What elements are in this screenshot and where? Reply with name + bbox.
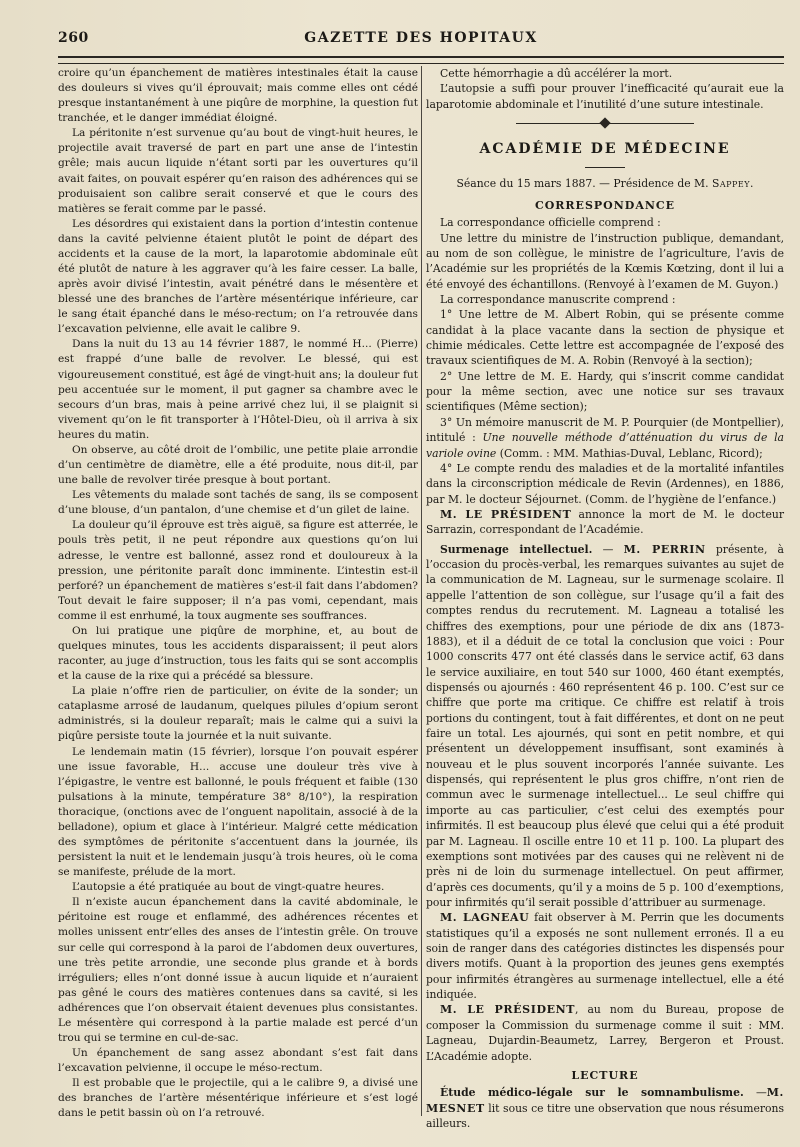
running-title: GAZETTE DES HOPITAUX xyxy=(304,30,538,46)
paragraph: Cette hémorrhagie a dû accélérer la mort. xyxy=(440,67,673,80)
paragraph: 1° Une lettre de M. Albert Robin, qui se présente comme candidat à la place vacante dans la section de physique et chimie médicales. Cette lettre est accompagnée de l’exposé des travaux scientifiques de M. A. Robin (Renvoyé à la section); xyxy=(426,308,784,368)
president2-text: , au nom du Bureau, propose de composer la Commission du surmenage comme il suit : MM. Lagneau, Dujardin-Beaumetz, Larrey, Bergeron et Proust. L’Académie adopte. xyxy=(426,1003,784,1063)
paragraph xyxy=(426,415,784,461)
paragraph xyxy=(426,1002,784,1063)
correspondance-title: CORRESPONDANCE xyxy=(534,198,676,212)
perrin-text: présente, à l’occasion du procès-verbal, les remarques suivantes au sujet de la communication de M. Lagneau, sur le surmenage scolaire. Il appelle l’attention de son collègue, sur l’usage qu’il a fait des comptes rendus du recrutement. M. Lagneau a totalisé les chiffres des exemptions, pour une période de dix ans (1873-1883), et il a déduit de ce total la conclusion que voici : Pour 1000 conscrits 477 ont été classés dans le service actif, 63 dans le service auxiliaire, en tout 540 sur 1000, 460 étant exemptés, dispensés ou ajournés : 460 représentent 46 p. 100. C’est sur ce chiffre que porte ma critique. Ce chiffre est relatif à trois portions du contingent, tout à fait différentes, et dont on ne peut faire un total. Les ajournés, qui sont en petit nombre, et qui présentent un développement insuffisant, sont examinés à nouveau et le plus souvent incorporés l’année suivante. Les dispensés, qui représentent le plus gros chiffre, n’ont rien de commun avec le surmenage intellectuel... Le seul chiffre qui importe au cas particulier, c’est celui des exemptés pour infirmités. Il est beaucoup plus élevé que celui qui a été produit par M. Lagneau. Il oscille entre 10 et 11 p. 100. La plupart des exemptions sont motivées par des causes qui ne relèvent ni de près ni de loin du surmenage intellectuel. On peut affirmer, d’après ces documents, qu’il y a moins de 5 p. 100 d’exemptions, pour infirmités qu’il serait possible d’attribuer au surmenage. xyxy=(426,542,784,909)
item3-title: Une nouvelle méthode d’atténuation du virus de la variole ovine xyxy=(426,431,784,460)
paragraph: Le lendemain matin (15 février), lorsque l’on pouvait espérer une issue favorable, H... accuse une douleur très vive à l’épigastre, le ventre est ballonné, le pouls fréquent et faible (130 pulsations à la minute, température 38° 8/10°), la respiration thoracique, (onctions avec de l’onguent napolitain, associé à de la belladone), opium et glace à l’intérieur. Malgré cette médication des symptômes de péritonite s’accentuent dans la journée, ils persistent la nuit et le lendemain jusqu’à trois heures, où le coma se manifeste, prélude de la mort. xyxy=(58,745,418,879)
ornament-diamond xyxy=(599,117,610,128)
speaker-mesnet: M. MESNET xyxy=(426,1086,784,1115)
paragraph xyxy=(426,910,784,1002)
paragraph xyxy=(426,1085,784,1131)
etude-text: lit sous ce titre une observation que nous résumerons ailleurs. xyxy=(426,1101,784,1130)
speaker-lagneau: M. LAGNEAU xyxy=(440,911,530,925)
surmenage-title: Surmenage intellectuel. xyxy=(440,542,593,556)
session-president: Sappey xyxy=(711,177,751,191)
column-divider xyxy=(421,66,422,1116)
speaker-president: M. LE PRÉSIDENT xyxy=(440,507,572,521)
paragraph: Les vêtements du malade sont tachés de sang, ils se composent d’une blouse, d’un pantalon, d’une chemise et d’un gilet de laine. xyxy=(58,489,418,517)
paragraph: La correspondance officielle comprend : xyxy=(440,216,661,230)
president-text: annonce la mort de M. le docteur Sarrazin, correspondant de l’Académie. xyxy=(426,507,784,537)
paragraph: 4° Le compte rendu des maladies et de la mortalité infantiles dans la circonscription médicale de Revin (Ardennes), en 1886, par M. le docteur Séjournet. (Comm. de l’hygiène de l’enfance.) xyxy=(426,461,784,506)
paragraph: Il n’existe aucun épanchement dans la cavité abdominale, le péritoine est rouge et enflammé, des adhérences récentes et molles unissent entr’elles des anses de l’intestin grêle. On trouve sur celle qui correspond à la paroi de l’abdomen deux ouvertures, une très petite arrondie, une seconde plus grande et à bords irréguliers; elles n’ont donné issue à aucun liquide et n’auraient pas gêné le cours des matières contenues dans sa cavité, si les adhérences que l’on observait étaient devenues plus consistantes. Le mésentère qui correspond à la partie malade est percé d’un trou qui se termine en cul-de-sac. xyxy=(58,896,418,1044)
paragraph xyxy=(426,542,784,911)
speaker-president-2: M. LE PRÉSIDENT xyxy=(440,1003,576,1017)
header-rule xyxy=(58,56,784,64)
session-prefix: Séance du 15 mars 1887. — Présidence de M. xyxy=(456,177,712,191)
ornament-divider xyxy=(426,118,784,130)
paragraph: Une lettre du ministre de l’instruction publique, demandant, au nom de son collègue, le ministre de l’agriculture, l’avis de l’Académie sur les propriétés de la Kœmis Kœtzing, dont il lui a été envoyé des échantillons. (Renvoyé à l’examen de M. Guyon.) xyxy=(426,231,784,291)
etude-title: Étude médico-légale sur le somnambulisme. xyxy=(440,1086,744,1100)
section-title: ACADÉMIE DE MÉDECINE xyxy=(479,141,731,158)
item3-suffix: (Comm. : MM. Mathias-Duval, Leblanc, Ricord); xyxy=(496,446,763,460)
paragraph: On observe, au côté droit de l’ombilic, une petite plaie arrondie d’un centimètre de diamètre, elle a été produite, nous dit-il, par une balle de revolver tirée presque à bout portant. xyxy=(58,443,418,487)
surmenage-dash: — xyxy=(592,542,624,556)
right-column xyxy=(426,66,784,1131)
paragraph: La péritonite n’est survenue qu’au bout de vingt-huit heures, le projectile avait traversé de part en part une anse de l’intestin grêle; mais aucun liquide n’étant sorti par les ouvertures qu’il avait faites, on pouvait espérer qu’en raison des adhérences qui se produisaient son calibre serait conservé et que le cours des matières se ferait comme par le passé. xyxy=(58,127,418,215)
session-suffix: . xyxy=(750,177,754,191)
paragraph xyxy=(426,507,784,538)
short-rule xyxy=(585,167,625,168)
paragraph: L’autopsie a été pratiquée au bout de vingt-quatre heures. xyxy=(72,881,385,894)
paragraph: 2° Une lettre de M. E. Hardy, qui s’inscrit comme candidat pour la même section, avec une notice sur ses travaux scientifiques (Même section); xyxy=(426,369,784,414)
paragraph: Les désordres qui existaient dans la portion d’intestin contenue dans la cavité pelvienne étaient plutôt le point de départ des accidents et la cause de la mort, la laparotomie abdominale eût été plutôt de nature à les aggraver qu’à les faire cesser. La balle, après avoir divisé l’intestin, avait pénétré dans le mésentère et blessé une des branches de l’artère mésentérique inférieure, car le sang était épanché dans le méso-rectum; on l’a retrouvée dans l’excavation pelvienne, elle avait le calibre 9. xyxy=(58,217,418,336)
speaker-perrin: M. PERRIN xyxy=(623,542,706,556)
left-column xyxy=(58,66,418,1121)
paragraph: On lui pratique une piqûre de morphine, et, au bout de quelques minutes, tous les accidents disparaissent; il peut alors raconter, au juge d’instruction, tous les faits qui se sont accomplis et la cause de la rixe qui a précédé sa blessure. xyxy=(58,624,418,683)
paragraph: La correspondance manuscrite comprend : xyxy=(440,292,676,306)
paragraph: L’autopsie a suffi pour prouver l’inefficacité qu’aurait eue la laparotomie abdominale et l’inutilité d’une suture intestinale. xyxy=(426,82,784,111)
paragraph: La plaie n’offre rien de particulier, on évite de la sonder; un cataplasme arrosé de laudanum, quelques pilules d’opium seront administrés, si la douleur reparaît; mais le calme qui a suivi la piqûre persiste toute la journée et la nuit suivante. xyxy=(58,685,418,743)
page-header xyxy=(58,30,784,52)
paragraph: La douleur qu’il éprouve est très aiguë, sa figure est atterrée, le pouls très petit, il ne peut répondre aux questions qu’on lui adresse, le ventre est ballonné, assez rond et douloureux à la pression, une péritonite paraît donc imminente. L’intestin est-il perforé? un épanchement de matières s’est-il fait dans l’abdomen? Tout devait le faire supposer; il n’a pas vomi, cependant, mais comme il est enrhumé, la toux augmente ses souffrances. xyxy=(58,519,418,622)
item3-prefix: 3° Un mémoire manuscrit de M. P. Pourquier (de Montpellier), intitulé : xyxy=(426,415,784,445)
lecture-title: LECTURE xyxy=(571,1068,639,1082)
session-line xyxy=(426,176,784,191)
page-number: 260 xyxy=(58,30,89,46)
paragraph: croire qu’un épanchement de matières intestinales était la cause des douleurs si vives qu’il éprouvait; mais comme elles ont cédé presque instantanément à une piqûre de morphine, la question fut tranchée, et le danger immédiat éloigné. xyxy=(58,67,418,125)
paragraph: Un épanchement de sang assez abondant s’est fait dans l’excavation pelvienne, il occupe le méso-rectum. xyxy=(58,1047,418,1075)
lagneau-text: fait observer à M. Perrin que les documents statistiques qu’il a exposés ne sont nullement erronés. Il a eu soin de ranger dans des catégories distinctes les dispensés pour divers motifs. Quant à la proportion des jeunes gens exemptés pour infirmités étrangères au surmenage intellectuel, elle a été indiquée. xyxy=(426,911,784,1002)
etude-dash: — xyxy=(743,1086,767,1100)
paragraph: Dans la nuit du 13 au 14 février 1887, le nommé H... (Pierre) est frappé d’une balle de revolver. Le blessé, qui est vigoureusement constitué, est âgé de vingt-huit ans; la douleur fut peu accentuée sur le moment, il put gagner sa chambre avec le secours d’un bras, mais à peine arrivé chez lui, il se plaignit si vivement qu’on le fit transporter à l’Hôtel-Dieu, où il arriva à six heures du matin. xyxy=(58,338,418,441)
paragraph: Il est probable que le projectile, qui a le calibre 9, a divisé une des branches de l’artère mésentérique inférieure et s’est logé dans le petit bassin où on l’a retrouvé. xyxy=(58,1077,418,1120)
